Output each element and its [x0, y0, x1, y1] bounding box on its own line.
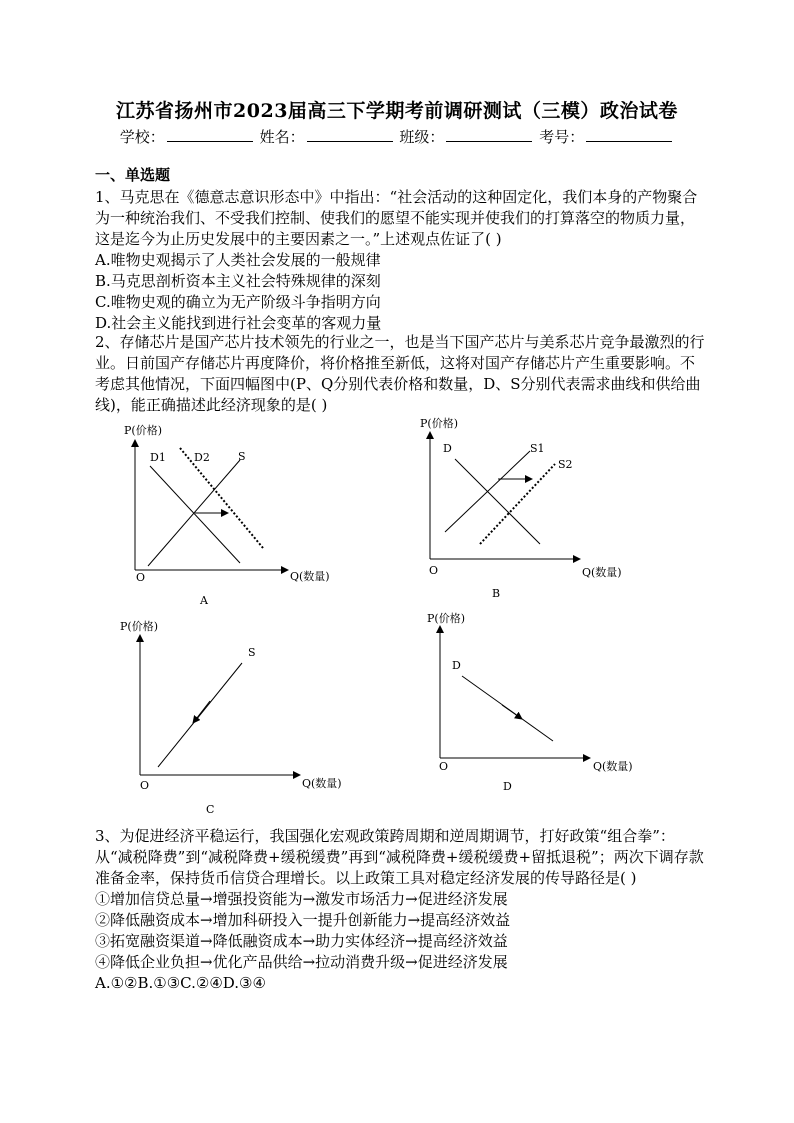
graph-b-y-label: P(价格)	[420, 417, 458, 430]
graph-c-s-line	[158, 663, 242, 767]
graph-c-label-s: S	[248, 646, 256, 659]
graph-b-s2-line	[480, 464, 555, 544]
graph-b-label-d: D	[443, 442, 452, 455]
question-3	[95, 826, 705, 994]
graph-b-d-line	[455, 459, 540, 544]
graph-a-d2-line	[180, 448, 263, 548]
graph-d-label-d: D	[452, 659, 461, 672]
page-title: 江苏省扬州市2023届高三下学期考前调研测试（三模）政治试卷	[116, 100, 678, 122]
question-1-option-b: B.马克思剖析资本主义社会特殊规律的深刻	[95, 272, 381, 290]
graph-b-origin: O	[429, 564, 439, 577]
class-label: 班级：	[399, 128, 445, 146]
name-blank[interactable]	[307, 127, 393, 142]
student-info-line	[0, 126, 794, 147]
graph-a-origin: O	[136, 571, 146, 584]
graph-c-y-label: P(价格)	[120, 620, 158, 633]
graph-d-origin: O	[439, 760, 449, 773]
graph-a-label-d1: D1	[150, 451, 166, 464]
graph-c-caption: C	[206, 803, 215, 816]
graph-a-caption: A	[200, 594, 208, 607]
graph-a	[110, 418, 350, 613]
graph-a-label-d2: D2	[194, 451, 210, 464]
graph-c	[110, 615, 360, 820]
question-1-option-c: C.唯物史观的确立为无产阶级斗争指明方向	[95, 293, 381, 311]
exam-number-label: 考号：	[539, 128, 585, 146]
class-blank[interactable]	[446, 127, 532, 142]
graph-c-x-label: Q(数量)	[302, 777, 342, 790]
school-blank[interactable]	[167, 127, 253, 142]
graph-d-caption: D	[503, 780, 512, 793]
graph-c-origin: O	[140, 779, 150, 792]
graph-d-move-arrow	[502, 705, 522, 719]
school-label: 学校：	[119, 128, 165, 146]
graph-b-s1-line	[445, 451, 530, 532]
graph-b-label-s2: S2	[558, 458, 573, 471]
question-3-item-2: ②降低融资成本→增加科研投入一提升创新能力→提高经济效益	[95, 911, 511, 929]
question-2-stem: 2、存储芯片是国产芯片技术领先的行业之一，也是当下国产芯片与美系芯片竞争最激烈的行业。日前国产存储芯片再度降价，将价格推至新低，这将对国产存储芯片产生重要影响。不考虑其他情况，下面四幅图中(P、Q分别代表价格和数量，D、S分别代表需求曲线和供给曲线)，能正确描述此经济现象的是( )	[95, 333, 705, 414]
graph-d-x-label: Q(数量)	[593, 760, 633, 773]
graph-a-label-s: S	[238, 450, 246, 463]
question-1-stem: 1、马克思在《德意志意识形态中》中指出：“社会活动的这种固定化，我们本身的产物聚合为一种统治我们、不受我们控制、使我们的愿望不能实现并使我们的打算落空的物质力量，这是迄今为止历史发展中的主要因素之一。”上述观点佐证了( )	[95, 188, 698, 248]
question-1	[95, 187, 705, 334]
question-3-item-1: ①增加信贷总量→增强投资能为→激发市场活力→促进经济发展	[95, 890, 508, 908]
graph-d	[410, 608, 650, 798]
question-3-item-4: ④降低企业负担→优化产品供给→拉动消费升级→促进经济发展	[95, 953, 508, 971]
graph-b-x-label: Q(数量)	[582, 566, 622, 579]
question-3-options: A.①②B.①③C.②④D.③④	[95, 974, 266, 992]
graph-a-x-label: Q(数量)	[290, 570, 330, 583]
graph-b	[400, 414, 660, 604]
name-label: 姓名：	[259, 128, 305, 146]
exam-number-blank[interactable]	[586, 127, 672, 142]
graph-b-caption: B	[492, 587, 501, 600]
graph-d-y-label: P(价格)	[427, 612, 465, 625]
question-2	[95, 332, 705, 416]
question-1-option-d: D.社会主义能找到进行社会变革的客观力量	[95, 314, 382, 332]
question-1-option-a: A.唯物史观揭示了人类社会发展的一般规律	[95, 251, 381, 269]
graph-a-y-label: P(价格)	[124, 424, 162, 437]
graph-c-move-arrow	[193, 701, 210, 723]
question-3-item-3: ③拓宽融资渠道→降低融资成本→助力实体经济→提高经济效益	[95, 932, 508, 950]
graph-b-label-s1: S1	[530, 442, 545, 455]
question-3-stem: 3、为促进经济平稳运行，我国强化宏观政策跨周期和逆周期调节，打好政策“组合拳”：从“减税降费”到“减税降费+缓税缓费”再到“减税降费+缓税缓费+留抵退税”；两次下调存款准备金率，保持货币信贷合理增长。以上政策工具对稳定经济发展的传导路径是( )	[95, 827, 704, 887]
section-title: 一、单选题	[95, 166, 171, 184]
